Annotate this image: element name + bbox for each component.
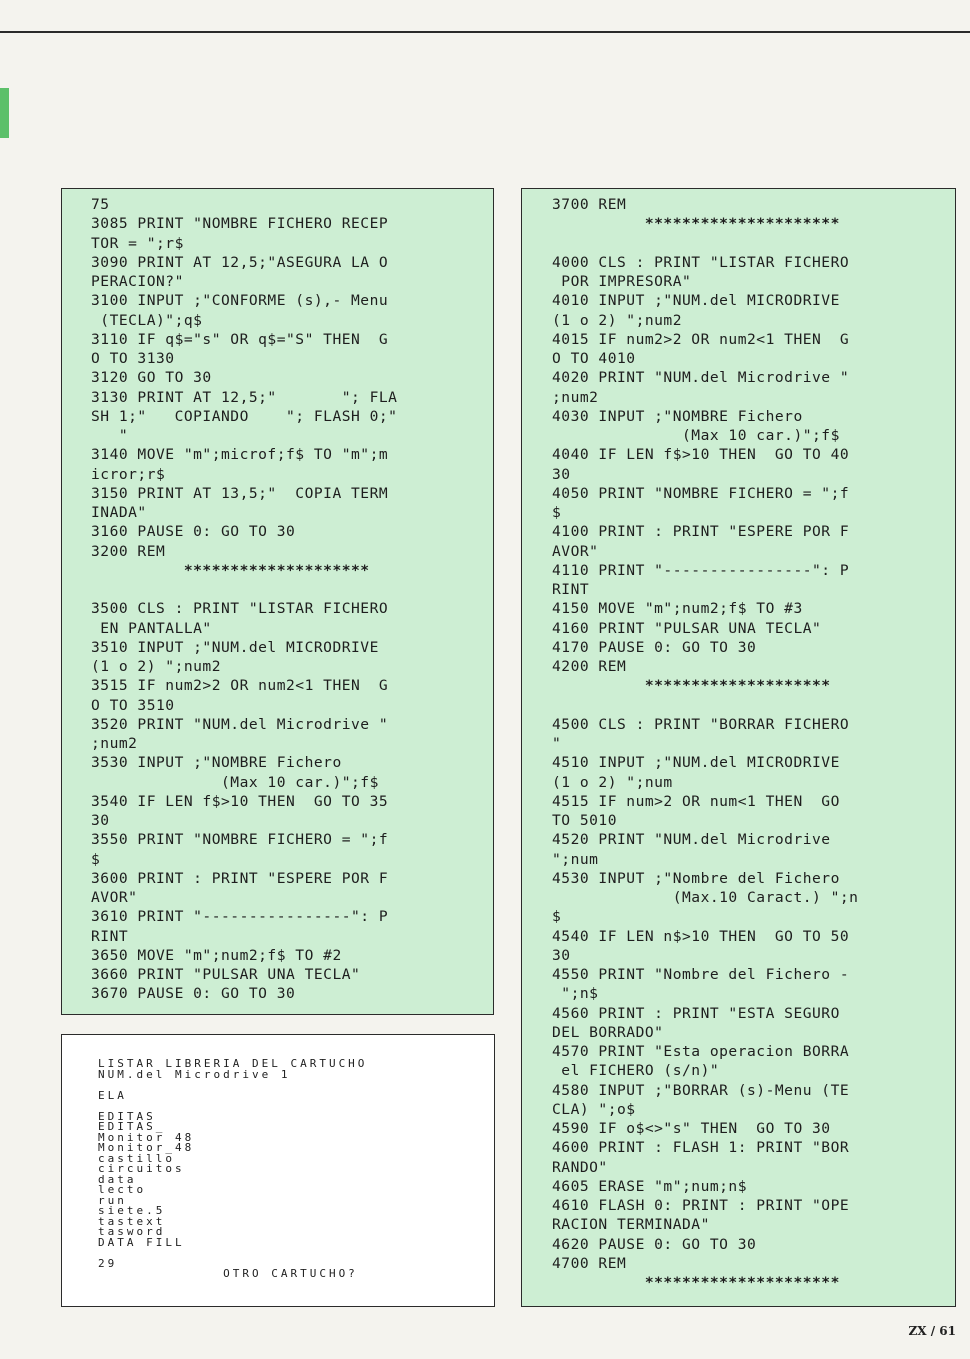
code-line: 3530 INPUT ;"NOMBRE Fichero <box>91 754 342 772</box>
code-line: O TO 3130 <box>91 350 175 367</box>
screen-line: tastext <box>98 1214 166 1228</box>
code-line: RINT <box>552 581 590 598</box>
page-folio: ZX / 61 <box>908 1324 956 1338</box>
code-line: 3100 INPUT ;"CONFORME (s),- Menu <box>91 292 389 310</box>
screen-line: DATA FILL <box>98 1235 185 1249</box>
code-line: RINT <box>91 927 129 945</box>
code-line: 4040 IF LEN f$>10 THEN GO TO 40 <box>552 446 850 464</box>
code-line: AVOR" <box>552 542 599 560</box>
code-line: 4605 ERASE "m";num;n$ <box>552 1177 748 1195</box>
code-line: (Max.10 Caract.) ";n <box>552 889 859 906</box>
screen-line: run <box>98 1193 127 1207</box>
code-line: AVOR" <box>91 889 138 906</box>
code-line: ********************* <box>552 215 840 233</box>
code-line <box>552 696 955 715</box>
screen-line: 29 <box>98 1256 118 1270</box>
code-line: 4610 FLASH 0: PRINT : PRINT "OPE <box>552 1197 850 1214</box>
code-line: 4170 PAUSE 0: GO TO 30 <box>552 638 757 656</box>
top-rule <box>0 31 970 33</box>
listing-panel-left <box>61 188 494 1015</box>
code-line: (TECLA)";q$ <box>91 311 203 329</box>
code-line: 4530 INPUT ;"Nombre del Fichero <box>552 869 840 887</box>
screen-line: data <box>98 1172 137 1186</box>
code-line: 3110 IF q$="s" OR q$="S" THEN G <box>91 330 389 348</box>
screen-line: Monitor 48 <box>98 1130 195 1144</box>
code-line: ;num2 <box>91 735 138 752</box>
code-line: 4015 IF num2>2 OR num2<1 THEN G <box>552 330 850 348</box>
code-line: 4620 PAUSE 0: GO TO 30 <box>552 1235 757 1253</box>
screen-line: tasword <box>98 1225 166 1238</box>
code-line: POR IMPRESORA" <box>552 273 692 290</box>
screen-line <box>98 1248 494 1259</box>
code-line: 3650 MOVE "m";num2;f$ TO #2 <box>91 946 342 964</box>
code-line: 4100 PRINT : PRINT "ESPERE POR F <box>552 523 850 541</box>
code-line: ;num2 <box>552 388 599 406</box>
screen-output-panel <box>61 1034 495 1307</box>
code-line: 3700 REM <box>552 196 627 213</box>
code-line: (Max 10 car.)";f$ <box>91 773 379 791</box>
code-line: 3515 IF num2>2 OR num2<1 THEN G <box>91 677 389 695</box>
code-line: 3550 PRINT "NOMBRE FICHERO = ";f <box>91 831 389 849</box>
code-line: PERACION?" <box>91 273 184 290</box>
screen-line: Monitor_48 <box>98 1141 195 1154</box>
code-line: 4150 MOVE "m";num2;f$ TO #3 <box>552 600 803 618</box>
code-line: 3510 INPUT ;"NUM.del MICRODRIVE <box>91 638 379 656</box>
code-line: 4000 CLS : PRINT "LISTAR FICHERO <box>552 253 850 271</box>
code-line: ******************** <box>552 677 831 695</box>
code-line: RANDO" <box>552 1158 608 1176</box>
code-line <box>91 580 493 599</box>
screen-line: siete.5 <box>98 1204 166 1217</box>
code-line: TO 5010 <box>552 812 618 829</box>
screen-output-text <box>98 1059 494 1280</box>
code-line: 3610 PRINT "----------------": P <box>91 908 389 926</box>
code-line: 3140 MOVE "m";microf;f$ TO "m";m <box>91 446 389 464</box>
listing-panel-right <box>521 188 956 1307</box>
code-line: O TO 4010 <box>552 350 636 367</box>
code-line: " <box>552 735 562 752</box>
code-line: " <box>91 427 129 444</box>
code-line: $ <box>91 850 101 868</box>
screen-line: ELA <box>98 1088 127 1102</box>
code-line: (1 o 2) ";num <box>552 773 673 791</box>
code-line: SH 1;" COPIANDO "; FLASH 0;" <box>91 407 398 425</box>
code-line: 4510 INPUT ;"NUM.del MICRODRIVE <box>552 754 840 772</box>
code-listing-left <box>91 195 493 1004</box>
code-line: (1 o 2) ";num2 <box>552 311 683 329</box>
code-line: 4560 PRINT : PRINT "ESTA SEGURO <box>552 1004 840 1022</box>
code-line: 3600 PRINT : PRINT "ESPERE POR F <box>91 869 389 887</box>
code-line: EN PANTALLA" <box>91 619 212 637</box>
code-line: 3660 PRINT "PULSAR UNA TECLA" <box>91 966 361 983</box>
code-line: ******************** <box>91 561 370 579</box>
code-line: 4520 PRINT "NUM.del Microdrive <box>552 831 831 849</box>
code-line: 4110 PRINT "----------------": P <box>552 561 850 579</box>
code-line: 3090 PRINT AT 12,5;"ASEGURA LA O <box>91 253 389 271</box>
code-line: 4010 INPUT ;"NUM.del MICRODRIVE <box>552 292 840 310</box>
code-line: (Max 10 car.)";f$ <box>552 427 840 444</box>
code-line: 3200 REM <box>91 542 166 560</box>
code-line: 30 <box>552 465 571 483</box>
code-line: 30 <box>91 812 110 829</box>
code-line: 4020 PRINT "NUM.del Microdrive " <box>552 369 850 387</box>
code-line: 4590 IF o$<>"s" THEN GO TO 30 <box>552 1120 831 1137</box>
screen-line: EDITAS_ <box>98 1120 166 1133</box>
code-line: 4500 CLS : PRINT "BORRAR FICHERO <box>552 715 850 733</box>
code-line: ";num <box>552 850 599 868</box>
screen-line <box>98 1080 494 1091</box>
code-line: 75 <box>91 196 110 213</box>
code-line: $ <box>552 504 562 521</box>
code-line: 4050 PRINT "NOMBRE FICHERO = ";f <box>552 484 850 502</box>
code-line: 3670 PAUSE 0: GO TO 30 <box>91 985 296 1003</box>
code-line <box>552 234 955 253</box>
code-line: 3520 PRINT "NUM.del Microdrive " <box>91 715 389 733</box>
screen-line: castillo <box>98 1151 175 1165</box>
code-line: 30 <box>552 946 571 964</box>
code-line: 4700 REM <box>552 1254 627 1272</box>
code-line: CLA) ";o$ <box>552 1100 636 1118</box>
screen-line: LISTAR LIBRERIA DEL CARTUCHO <box>98 1057 368 1070</box>
screen-line: EDITAS <box>98 1109 156 1123</box>
code-line: 4515 IF num>2 OR num<1 THEN GO <box>552 792 840 810</box>
code-line: 4580 INPUT ;"BORRAR (s)-Menu (TE <box>552 1081 850 1099</box>
code-line: 3150 PRINT AT 13,5;" COPIA TERM <box>91 484 389 502</box>
code-line: DEL BORRADO" <box>552 1023 664 1041</box>
code-listing-right <box>552 195 955 1292</box>
screen-line <box>98 1101 494 1112</box>
code-line: icror;r$ <box>91 465 166 483</box>
code-line: 4160 PRINT "PULSAR UNA TECLA" <box>552 619 822 637</box>
code-line: $ <box>552 908 562 926</box>
code-line: 3160 PAUSE 0: GO TO 30 <box>91 523 296 541</box>
screen-line: lecto <box>98 1183 147 1196</box>
code-line: 4200 REM <box>552 658 627 675</box>
code-line: 4540 IF LEN n$>10 THEN GO TO 50 <box>552 927 850 945</box>
code-line: ********************* <box>552 1274 840 1291</box>
code-line: O TO 3510 <box>91 696 175 714</box>
code-line: INADA" <box>91 504 147 521</box>
code-line: 4570 PRINT "Esta operacion BORRA <box>552 1043 850 1060</box>
code-line: ";n$ <box>552 985 599 1003</box>
code-line: 4600 PRINT : FLASH 1: PRINT "BOR <box>552 1139 850 1157</box>
code-line: TOR = ";r$ <box>91 234 184 252</box>
screen-line: OTRO CARTUCHO? <box>98 1267 358 1280</box>
green-margin-tab <box>0 88 9 138</box>
code-line: 4030 INPUT ;"NOMBRE Fichero <box>552 407 803 425</box>
code-line: 3130 PRINT AT 12,5;" "; FLA <box>91 388 398 406</box>
code-line: (1 o 2) ";num2 <box>91 658 222 675</box>
code-line: 3500 CLS : PRINT "LISTAR FICHERO <box>91 600 389 618</box>
code-line: el FICHERO (s/n)" <box>552 1062 720 1080</box>
code-line: 3540 IF LEN f$>10 THEN GO TO 35 <box>91 792 389 810</box>
code-line: 3085 PRINT "NOMBRE FICHERO RECEP <box>91 215 389 233</box>
code-line: 4550 PRINT "Nombre del Fichero - <box>552 966 850 983</box>
screen-line: circuitos <box>98 1162 185 1175</box>
code-line: RACION TERMINADA" <box>552 1216 710 1234</box>
screen-line: NUM.del Microdrive 1 <box>98 1067 291 1081</box>
code-line: 3120 GO TO 30 <box>91 369 212 387</box>
